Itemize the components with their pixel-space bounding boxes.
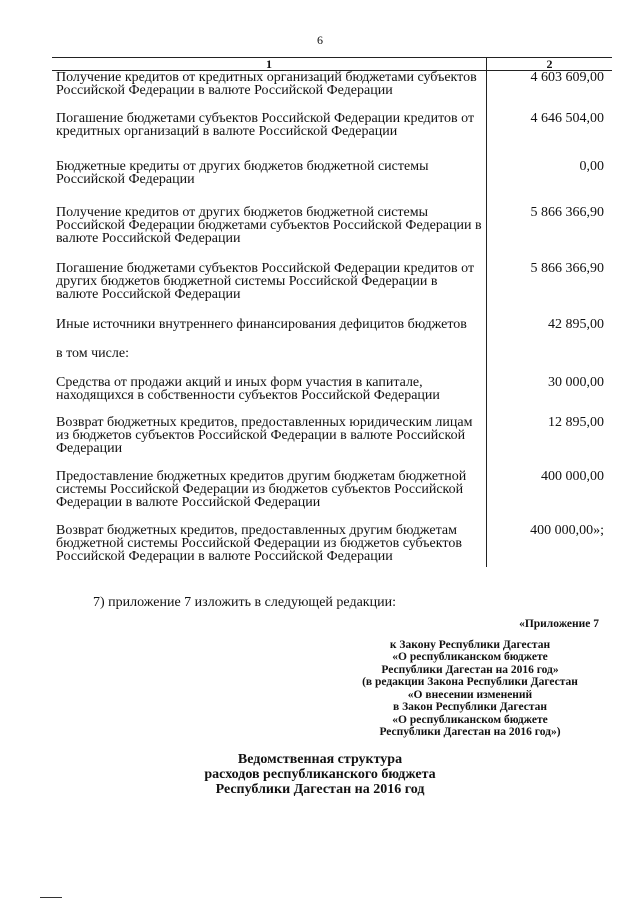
spacer-cell (52, 331, 487, 347)
appendix-line: Республики Дагестан на 2016 год» (381, 663, 559, 676)
row-spacer (52, 455, 612, 470)
row-spacer (52, 301, 612, 318)
appendix-line: в Закон Республики Дагестан (393, 701, 547, 713)
row-amount: 5 866 366,90 (530, 261, 604, 276)
table-row (52, 347, 612, 360)
spacer-cell (487, 97, 613, 112)
row-spacer (52, 360, 612, 376)
row-spacer (52, 186, 612, 206)
spacer-cell (52, 186, 487, 206)
spacer-cell (52, 402, 487, 416)
row-description: Предоставление бюджетных кредитов другим бюджетам бюджетной системы Российской Федерации из бюджетов субъектов Российской Федерации в валюте Российской Федерации (52, 470, 487, 509)
row-amount (487, 347, 613, 360)
row-amount: 4 646 504,00 (530, 111, 604, 126)
footer-mark (40, 897, 62, 898)
table-row (52, 416, 612, 455)
appendix-line: (в редакции Закона Республики Дагестан (362, 676, 578, 688)
table-row (52, 524, 612, 563)
row-amount: 400 000,00 (541, 469, 604, 484)
row-description: в том числе: (52, 347, 487, 360)
table-row (52, 71, 612, 98)
section-heading (0, 752, 640, 797)
spacer-cell (487, 402, 613, 416)
spacer-cell (487, 563, 613, 567)
row-amount: 5 866 366,90 (530, 205, 604, 220)
spacer-cell (52, 245, 487, 262)
appendix-line: «О внесении изменений (407, 688, 533, 701)
spacer-cell (52, 360, 487, 376)
heading-line: Республики Дагестан на 2016 год (215, 782, 425, 797)
row-description: Возврат бюджетных кредитов, предоставленных юридическим лицам из бюджетов субъектов Российской Федерации в валюте Российской Федерации (52, 416, 487, 455)
spacer-cell (487, 301, 613, 318)
table-row (52, 262, 612, 301)
row-amount: 400 000,00»; (530, 523, 604, 538)
heading-line: расходов республиканского бюджета (204, 767, 436, 782)
appendix-line: Республики Дагестан на 2016 год») (379, 726, 561, 738)
spacer-cell (52, 138, 487, 160)
row-amount: 4 603 609,00 (530, 70, 604, 85)
appendix-block (335, 618, 605, 739)
financing-sources-table (52, 57, 612, 567)
spacer-cell (487, 138, 613, 160)
row-amount: 12 895,00 (548, 415, 604, 430)
table-body (52, 71, 612, 568)
heading-line: Ведомственная структура (237, 752, 403, 767)
table-row (52, 318, 612, 331)
row-spacer (52, 402, 612, 416)
spacer-cell (52, 455, 487, 470)
table-row (52, 470, 612, 509)
amendment-paragraph: 7) приложение 7 изложить в следующей редакции: (93, 595, 396, 610)
row-spacer (52, 245, 612, 262)
spacer-cell (52, 509, 487, 524)
row-spacer (52, 97, 612, 112)
row-description: Средства от продажи акций и иных форм участия в капитале, находящихся в собственности субъектов Российской Федерации (52, 376, 487, 402)
spacer-cell (487, 360, 613, 376)
row-spacer (52, 138, 612, 160)
row-description: Погашение бюджетами субъектов Российской Федерации кредитов от кредитных организаций в валюте Российской Федерации (52, 112, 487, 138)
row-description: Бюджетные кредиты от других бюджетов бюджетной системы Российской Федерации (52, 160, 487, 186)
spacer-cell (487, 455, 613, 470)
table-row (52, 160, 612, 186)
table-row (52, 376, 612, 402)
row-spacer (52, 331, 612, 347)
spacer-cell (487, 245, 613, 262)
table-header-row (52, 58, 612, 71)
row-description: Возврат бюджетных кредитов, предоставленных другим бюджетам бюджетной системы Российской Федерации из бюджетов субъектов Российской Федерации в валюте Российской Федерации (52, 524, 487, 563)
row-description: Получение кредитов от кредитных организаций бюджетами субъектов Российской Федерации в валюте Российской Федерации (52, 71, 487, 98)
spacer-cell (487, 186, 613, 206)
row-description: Получение кредитов от других бюджетов бюджетной системы Российской Федерации бюджетами субъектов Российской Федерации в валюте Российской Федерации (52, 206, 487, 245)
row-amount: 42 895,00 (548, 317, 604, 332)
appendix-title: «Приложение 7 (519, 618, 599, 630)
spacer-cell (52, 97, 487, 112)
appendix-line: к Закону Республики Дагестан (389, 638, 551, 651)
row-amount: 0,00 (579, 159, 604, 174)
spacer-cell (487, 509, 613, 524)
column-header-2: 2 (487, 58, 613, 71)
table-row (52, 206, 612, 245)
column-header-1: 1 (52, 58, 487, 71)
spacer-cell (52, 301, 487, 318)
appendix-line: «О республиканском бюджете (392, 651, 548, 663)
row-spacer (52, 509, 612, 524)
spacer-cell (487, 331, 613, 347)
row-amount: 30 000,00 (548, 375, 604, 390)
page-number: 6 (317, 33, 323, 47)
row-description: Погашение бюджетами субъектов Российской Федерации кредитов от других бюджетов бюджетной системы Российской Федерации в валюте Российской Федерации (52, 262, 487, 301)
table-row (52, 112, 612, 138)
appendix-line: «О республиканском бюджете (392, 713, 548, 726)
row-description: Иные источники внутреннего финансирования дефицитов бюджетов (52, 318, 487, 331)
